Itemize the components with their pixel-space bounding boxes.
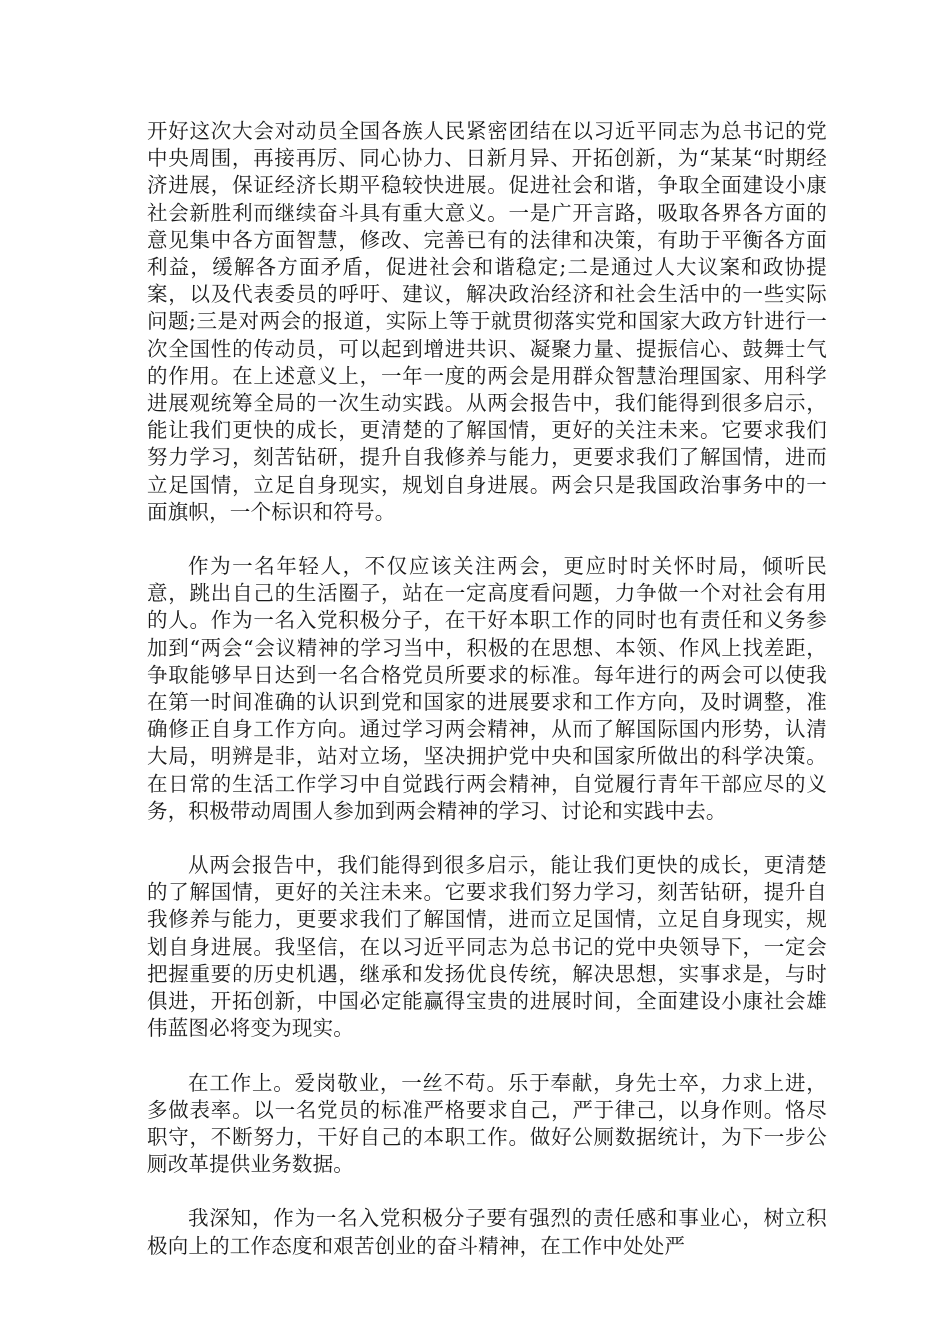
paragraph-3: 从两会报告中，我们能得到很多启示，能让我们更快的成长，更清楚的了解国情，更好的关注未来。它要求我们努力学习，刻苦钻研，提升自我修养与能力，更要求我们了解国情，进而立足国情，立足自身现实，规划自身进展。我坚信，在以习近平同志为总书记的党中央领导下，一定会把握重要的历史机遇，继承和发扬优良传统，解决思想，实事求是，与时俱进，开拓创新，中国必定能赢得宝贵的进展时间，全面建设小康社会雄伟蓝图必将变为现实。 xyxy=(147,853,827,1041)
paragraph-4: 在工作上。爱岗敬业，一丝不苟。乐于奉献，身先士卒，力求上进，多做表率。以一名党员的标准严格要求自己，严于律己，以身作则。恪尽职守，不断努力，干好自己的本职工作。做好公厕数据统计，为下一步公厕改革提供业务数据。 xyxy=(147,1070,827,1177)
paragraph-1: 开好这次大会对动员全国各族人民紧密团结在以习近平同志为总书记的党中央周围，再接再厉、同心协力、日新月异、开拓创新，为“某某“时期经济进展，保证经济长期平稳较快进展。促进社会和谐，争取全面建设小康社会新胜利而继续奋斗具有重大意义。一是广开言路，吸取各界各方面的意见集中各方面智慧，修改、完善已有的法律和决策，有助于平衡各方面利益，缓解各方面矛盾，促进社会和谐稳定;二是通过人大议案和政协提案，以及代表委员的呼吁、建议，解决政治经济和社会生活中的一些实际问题;三是对两会的报道，实际上等于就贯彻落实党和国家大政方针进行一次全国性的传动员，可以起到增进共识、凝聚力量、提振信心、鼓舞士气的作用。在上述意义上，一年一度的两会是用群众智慧治理国家、用科学进展观统筹全局的一次生动实践。从两会报告中，我们能得到很多启示，能让我们更快的成长，更清楚的了解国情，更好的关注未来。它要求我们努力学习，刻苦钻研，提升自我修养与能力，更要求我们了解国情，进而立足国情，立足自身现实，规划自身进展。两会只是我国政治事务中的一面旗帜，一个标识和符号。 xyxy=(147,119,827,524)
document-body xyxy=(147,118,827,1287)
paragraph-5: 我深知，作为一名入党积极分子要有强烈的责任感和事业心，树立积极向上的工作态度和艰苦创业的奋斗精神，在工作中处处严 xyxy=(147,1206,827,1258)
paragraph-2: 作为一名年轻人，不仅应该关注两会，更应时时关怀时局，倾听民意，跳出自己的生活圈子，站在一定高度看问题，力争做一个对社会有用的人。作为一名入党积极分子，在干好本职工作的同时也有责任和义务参加到“两会“会议精神的学习当中，积极的在思想、本领、作风上找差距，争取能够早日达到一名合格党员所要求的标准。每年进行的两会可以使我在第一时间准确的认识到党和国家的进展要求和工作方向，及时调整，准确修正自身工作方向。通过学习两会精神，从而了解国际国内形势，认清大局，明辨是非，站对立场，坚决拥护党中央和国家所做出的科学决策。在日常的生活工作学习中自觉践行两会精神，自觉履行青年干部应尽的义务，积极带动周围人参加到两会精神的学习、讨论和实践中去。 xyxy=(147,554,827,823)
